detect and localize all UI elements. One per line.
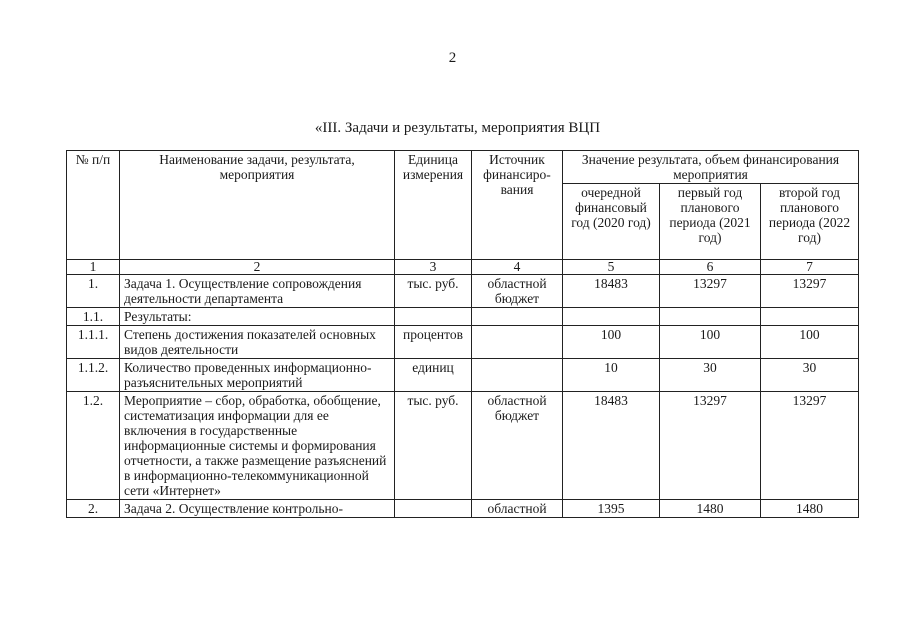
header-unit: Единица измерения [395, 151, 472, 260]
row-name: Задача 2. Осуществление контрольно- [120, 500, 395, 518]
row-number: 1.2. [67, 392, 120, 500]
row-name: Степень достижения показателей основных видов деятельности [120, 326, 395, 359]
row-unit [395, 500, 472, 518]
row-value-2022 [761, 308, 859, 326]
table-row [67, 275, 859, 308]
table-row [67, 326, 859, 359]
row-source: областной бюджет [472, 392, 563, 500]
row-name: Результаты: [120, 308, 395, 326]
header-source: Источник финансиро-вания [472, 151, 563, 260]
header-name: Наименование задачи, результата, мероприятия [120, 151, 395, 260]
table-row [67, 392, 859, 500]
row-unit: тыс. руб. [395, 275, 472, 308]
table-row [67, 500, 859, 518]
table-row [67, 308, 859, 326]
row-source: областной [472, 500, 563, 518]
row-name: Количество проведенных информационно-разъяснительных мероприятий [120, 359, 395, 392]
header-num: № п/п [67, 151, 120, 260]
row-number: 2. [67, 500, 120, 518]
row-value-2020: 18483 [563, 392, 660, 500]
row-value-2022: 13297 [761, 275, 859, 308]
row-value-2021: 30 [660, 359, 761, 392]
header-year-2: первый год планового периода (2021 год) [660, 184, 761, 260]
section-title: «III. Задачи и результаты, мероприятия ВЦП [314, 120, 601, 136]
column-number: 2 [120, 260, 395, 275]
row-unit: тыс. руб. [395, 392, 472, 500]
row-value-2020 [563, 308, 660, 326]
row-unit: единиц [395, 359, 472, 392]
row-number: 1.1.2. [67, 359, 120, 392]
row-number: 1. [67, 275, 120, 308]
row-value-2021: 13297 [660, 392, 761, 500]
row-number: 1.1.1. [67, 326, 120, 359]
row-value-2021: 13297 [660, 275, 761, 308]
row-source [472, 359, 563, 392]
row-name: Задача 1. Осуществление сопровождения деятельности департамента [120, 275, 395, 308]
header-year-3: второй год планового периода (2022 год) [761, 184, 859, 260]
table-row [67, 359, 859, 392]
row-value-2020: 1395 [563, 500, 660, 518]
page-number: 2 [448, 50, 457, 66]
row-value-2020: 10 [563, 359, 660, 392]
row-value-2021 [660, 308, 761, 326]
column-number: 1 [67, 260, 120, 275]
tasks-table [66, 150, 859, 518]
row-value-2022: 30 [761, 359, 859, 392]
column-number: 4 [472, 260, 563, 275]
column-number: 7 [761, 260, 859, 275]
header-value-group: Значение результата, объем финансирования мероприятия [563, 151, 859, 184]
row-name: Мероприятие – сбор, обработка, обобщение, систематизация информации для ее включения в государственные информационные системы и формирования отчетности, а также размещение разъяснений в информационно-телекоммуникационной сети «Интернет» [120, 392, 395, 500]
row-value-2022: 13297 [761, 392, 859, 500]
column-number: 5 [563, 260, 660, 275]
column-number-row [67, 260, 859, 275]
header-year-1: очередной финансовый год (2020 год) [563, 184, 660, 260]
row-value-2021: 100 [660, 326, 761, 359]
row-source [472, 308, 563, 326]
row-value-2022: 1480 [761, 500, 859, 518]
row-source: областной бюджет [472, 275, 563, 308]
column-number: 6 [660, 260, 761, 275]
column-number: 3 [395, 260, 472, 275]
row-value-2021: 1480 [660, 500, 761, 518]
row-value-2022: 100 [761, 326, 859, 359]
row-number: 1.1. [67, 308, 120, 326]
row-value-2020: 18483 [563, 275, 660, 308]
row-value-2020: 100 [563, 326, 660, 359]
row-unit [395, 308, 472, 326]
row-source [472, 326, 563, 359]
row-unit: процентов [395, 326, 472, 359]
